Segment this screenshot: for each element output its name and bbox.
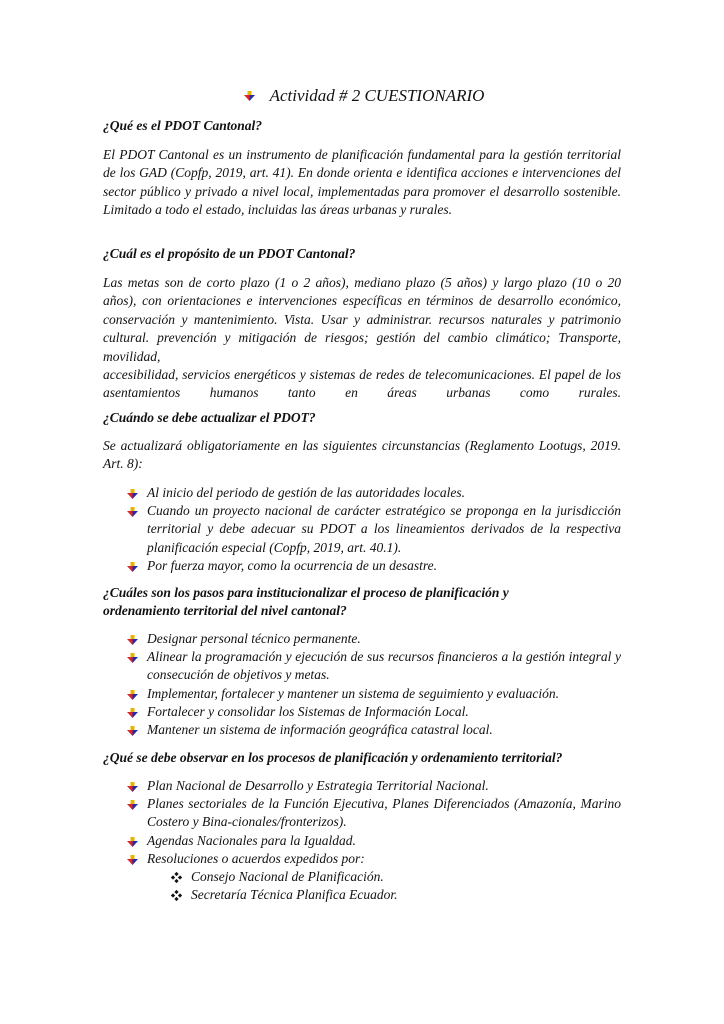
question-heading: ¿Cuáles son los pasos para institucionalizar el proceso de planificación y ordenamiento territorial del nivel cantonal? [103,585,509,618]
sub-list-item: Consejo Nacional de Planificación. [103,868,621,886]
arrow-down-flag-icon [127,837,138,847]
list-item: Plan Nacional de Desarrollo y Estrategia Territorial Nacional. [103,777,621,795]
list-item: Mantener un sistema de información geográfica catastral local. [103,721,621,739]
question-heading: ¿Cuál es el propósito de un PDOT Cantonal? [103,246,356,261]
arrow-down-flag-icon [127,653,138,663]
list-item: Designar personal técnico permanente. [103,630,621,648]
list-item: Alinear la programación y ejecución de sus recursos financieros a la gestión integral y consecución de objetivos y metas. [103,648,621,684]
list-item: Cuando un proyecto nacional de carácter estratégico se proponga en la jurisdicción territorial y debe adecuar su PDOT a los lineamientos derivados de la respectiva planificación especial (Copfp, 2019, art. 40.1). [103,502,621,557]
sub-list-item: Secretaría Técnica Planifica Ecuador. [103,886,621,904]
title-text: Actividad # 2 CUESTIONARIO [269,86,485,105]
arrow-down-flag-icon [127,690,138,700]
list-item: Al inicio del periodo de gestión de las autoridades locales. [103,484,621,502]
arrow-down-flag-icon [127,708,138,718]
question-heading: ¿Qué es el PDOT Cantonal? [103,118,263,133]
answer-paragraph: Se actualizará obligatoriamente en las siguientes circunstancias (Reglamento Lootugs, 2019. Art. 8): [103,438,621,472]
arrow-down-flag-icon [244,91,255,101]
question-heading: ¿Qué se debe observar en los procesos de planificación y ordenamiento territorial? [103,750,563,765]
bullet-list [103,630,621,739]
arrow-down-flag-icon [127,800,138,810]
list-item: Fortalecer y consolidar los Sistemas de Información Local. [103,703,621,721]
list-item: Planes sectoriales de la Función Ejecutiva, Planes Diferenciados (Amazonía, Marino Costero y Bina-cionales/fronterizos). [103,795,621,831]
bullet-list [103,777,621,868]
list-item: Agendas Nacionales para la Igualdad. [103,832,621,850]
sub-bullet-list [103,868,621,904]
four-diamond-icon [171,890,182,901]
list-item: Por fuerza mayor, como la ocurrencia de un desastre. [103,557,621,575]
arrow-down-flag-icon [127,489,138,499]
four-diamond-icon [171,872,182,883]
arrow-down-flag-icon [127,635,138,645]
arrow-down-flag-icon [127,562,138,572]
document-title [103,86,621,106]
question-heading: ¿Cuándo se debe actualizar el PDOT? [103,410,316,425]
arrow-down-flag-icon [127,855,138,865]
arrow-down-flag-icon [127,507,138,517]
arrow-down-flag-icon [127,726,138,736]
answer-paragraph: Las metas son de corto plazo (1 o 2 años), mediano plazo (5 años) y largo plazo (10 o 20 años), con orientaciones e intervenciones específicas en términos de desarrollo económico, conservación y mantenimiento. Vista. Usar y administrar. recursos naturales y patrimonio cultural. prevención y mitigación de riesgos; gestión del cambio climático; Transporte, movilidad, [103,275,621,364]
bullet-list [103,484,621,575]
arrow-down-flag-icon [127,782,138,792]
answer-paragraph: El PDOT Cantonal es un instrumento de planificación fundamental para la gestión territorial de los GAD (Copfp, 2019, art. 41). En donde orienta e identifica acciones e intervenciones del sector público y privado a nivel local, implementadas para promover el desarrollo sostenible. Limitado a todo el estado, incluidas las áreas urbanas y rurales. [103,147,621,218]
list-item: Resoluciones o acuerdos expedidos por: [103,850,621,868]
answer-paragraph-continued: accesibilidad, servicios energéticos y sistemas de redes de telecomunicaciones. El papel de los asentamientos humanos tanto en áreas urbanas como rurales. [103,367,621,401]
list-item: Implementar, fortalecer y mantener un sistema de seguimiento y evaluación. [103,685,621,703]
